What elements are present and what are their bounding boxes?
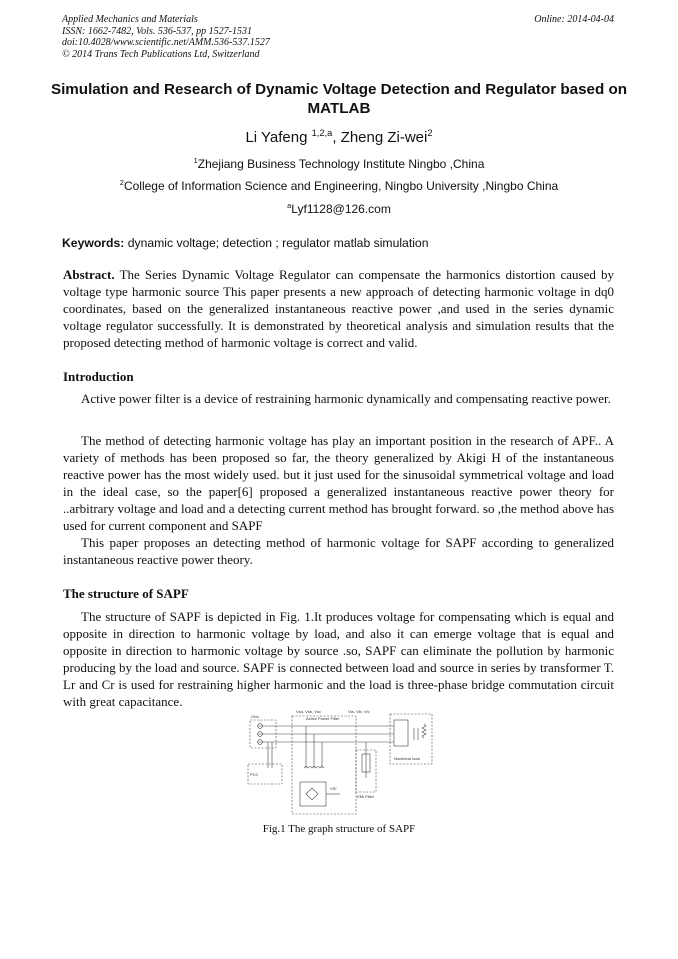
vsi-block — [300, 782, 326, 806]
abstract-label: Abstract. — [63, 267, 115, 282]
keywords-label: Keywords: — [62, 236, 125, 250]
intro-paragraph-2: The method of detecting harmonic voltage has play an important position in the research of APF.. A variety of methods has been proposed so far, the theory generalized by Akigi H of the instantaneous reactive power has the most widely used. but it just used for the sinusoidal symmetrical voltage and load in the ideal case, so the paper[6] proposed a generalized instantaneous reactive power theory for ..arbitrary voltage and load and a detecting current method has brought forward. so ,the method above has used for current component and SAPF — [63, 433, 614, 534]
journal-name: Applied Mechanics and Materials — [62, 14, 198, 25]
intro-heading: Introduction — [63, 369, 134, 384]
abstract-text: The Series Dynamic Voltage Regulator can compensate the harmonics distortion caused by voltage type harmonic source This paper presents a new approach of detecting harmonic voltage in dq0 coordinates, based on the generalized instantaneous reactive power ,and used in the series dynamic voltage regulator successfully. It is demonstrated by theoretical analysis and simulation results that the proposed detecting method of harmonic voltage is correct and valid. — [63, 267, 615, 351]
sapf-heading: The structure of SAPF — [63, 586, 189, 601]
author-2-sup: 2 — [427, 128, 433, 138]
keywords-text: dynamic voltage; detection ; regulator matlab simulation — [127, 236, 429, 250]
intro-paragraph-3: This paper proposes an detecting method of harmonic voltage for SAPF according to generalized instantaneous reactive power theory. — [63, 535, 614, 568]
keywords — [62, 236, 429, 250]
affiliation-1-sup: 1 — [193, 156, 198, 165]
vsi-switch — [306, 788, 318, 800]
label-apf: Active Power Filter — [306, 716, 340, 721]
apf-box — [292, 716, 356, 814]
header-meta — [62, 14, 270, 60]
affiliation-2-sup: 2 — [119, 178, 124, 187]
rectifier-block — [394, 720, 408, 746]
author-2: Zheng Zi-wei — [340, 129, 428, 146]
online-date: Online: 2014-04-04 — [534, 14, 614, 25]
load-resistor — [422, 724, 426, 738]
email-sup: a — [287, 201, 292, 210]
figure-caption: Fig.1 The graph structure of SAPF — [262, 823, 416, 835]
email-text: Lyf1128@126.com — [291, 202, 391, 216]
affiliation-email — [0, 202, 678, 216]
label-grid: Grid — [251, 714, 259, 719]
affiliation-1 — [0, 157, 678, 171]
author-line — [0, 129, 678, 146]
copyright-line: © 2014 Trans Tech Publications Ltd, Switzerland — [62, 48, 260, 60]
label-pcc: PCC — [250, 772, 259, 777]
label-emi: EMI Filter — [357, 794, 375, 799]
label-top-right: Vla, Vlb, Vlc — [348, 709, 370, 714]
label-top-left: Vsa, Vsb, Vsc — [296, 709, 321, 714]
doi-line: doi:10.4028/www.scientific.net/AMM.536-537.1527 — [62, 37, 270, 48]
label-vsi: VSI — [330, 786, 337, 791]
abstract-paragraph — [63, 266, 614, 351]
label-load: Nonlinear load — [394, 756, 420, 761]
sapf-figure — [244, 708, 440, 816]
author-separator: , — [332, 129, 341, 146]
author-1-sup: 1,2,a — [311, 128, 333, 138]
affiliation-1-text: Zhejiang Business Technology Institute Ningbo ,China — [197, 157, 485, 171]
intro-paragraph-1: Active power filter is a device of restraining harmonic dynamically and compensating reactive power. — [81, 391, 611, 406]
sapf-paragraph-1: The structure of SAPF is depicted in Fig. 1.It produces voltage for compensating which is equal and opposite in direction to harmonic voltage by load, and also it can emerge voltage that is equal and opposite in direction to harmonic voltage by source .so, SAPF can eliminate the pollution by harmonic producing by the load and source. SAPF is connected between load and source in series by transformer T. Lr and Cr is used for restraining higher harmonic and the load is three-phase bridge commutation circuit with great capacitance. — [63, 609, 614, 710]
affiliation-2-text: College of Information Science and Engineering, Ningbo University ,Ningbo China — [123, 179, 559, 193]
issn-line: ISSN: 1662-7482, Vols. 536-537, pp 1527-1531 — [62, 25, 252, 37]
author-1: Li Yafeng — [245, 129, 308, 146]
paper-title: Simulation and Research of Dynamic Voltage Detection and Regulator based on MATLAB — [50, 81, 628, 117]
affiliation-2 — [0, 179, 678, 193]
